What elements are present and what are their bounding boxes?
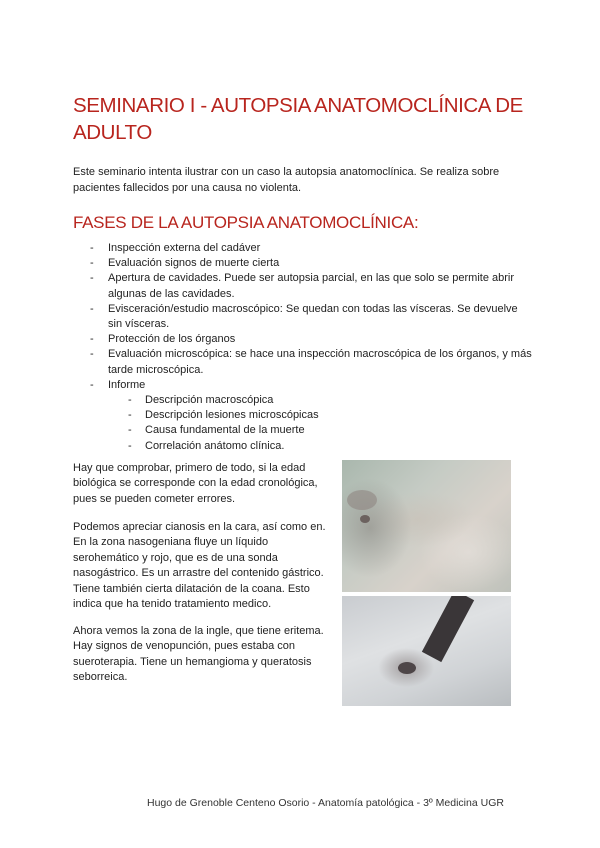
photo-lesion [398,662,416,674]
face-photo [342,460,511,592]
report-sub-item: - Correlación anátomo clínica. [73,439,533,454]
page-footer: Hugo de Grenoble Centeno Osorio - Anatomía patológica - 3º Medicina UGR [147,797,504,809]
phases-heading: FASES DE LA AUTOPSIA ANATOMOCLÍNICA: [73,213,419,232]
face-paragraph: Podemos apreciar cianosis en la cara, así como en. En la zona nasogeniana fluye un líquido serohemático y rojo, que es de una sonda nasogástrico. Es un arrastre del contenido gástrico. Tiene también cierta dilatación de la coana. Esto indica que ha tenido tratamiento medico. [73,521,326,611]
groin-photo [342,596,511,706]
list-item: - Inspección externa del cadáver [73,241,533,256]
list-item: - Evaluación microscópica: se hace una inspección macroscópica de los órganos, y más tarde microscópica. [73,347,533,377]
photo-instrument [422,596,474,662]
list-item: - Evisceración/estudio macroscópico: Se quedan con todas las vísceras. Se devuelve sin vísceras. [73,302,533,332]
report-sub-item: - Descripción lesiones microscópicas [73,408,533,423]
report-sub-item: - Descripción macroscópica [73,393,533,408]
list-item: - Informe [73,378,533,393]
list-item: - Evaluación signos de muerte cierta [73,256,533,271]
list-item: - Protección de los órganos [73,332,533,347]
report-sub-item: - Causa fundamental de la muerte [73,423,533,438]
phases-list [73,241,533,454]
photo-nose-region [347,490,377,510]
intro-paragraph: Este seminario intenta ilustrar con un caso la autopsia anatomoclínica. Se realiza sobre pacientes fallecidos por una causa no violenta. [73,166,500,194]
photo-mouth-region [360,515,370,523]
page-title: SEMINARIO I - AUTOPSIA ANATOMOCLÍNICA DE ADULTO [73,94,523,144]
groin-paragraph: Ahora vemos la zona de la ingle, que tiene eritema. Hay signos de venopunción, pues estaba con sueroterapia. Tiene un hemangioma y queratosis seborreica. [73,625,324,684]
age-paragraph: Hay que comprobar, primero de todo, si la edad biológica se corresponde con la edad cronológica, pues se pueden cometer errores. [73,462,318,505]
list-item: - Apertura de cavidades. Puede ser autopsia parcial, en las que solo se permite abrir algunas de las cavidades. [73,271,533,301]
